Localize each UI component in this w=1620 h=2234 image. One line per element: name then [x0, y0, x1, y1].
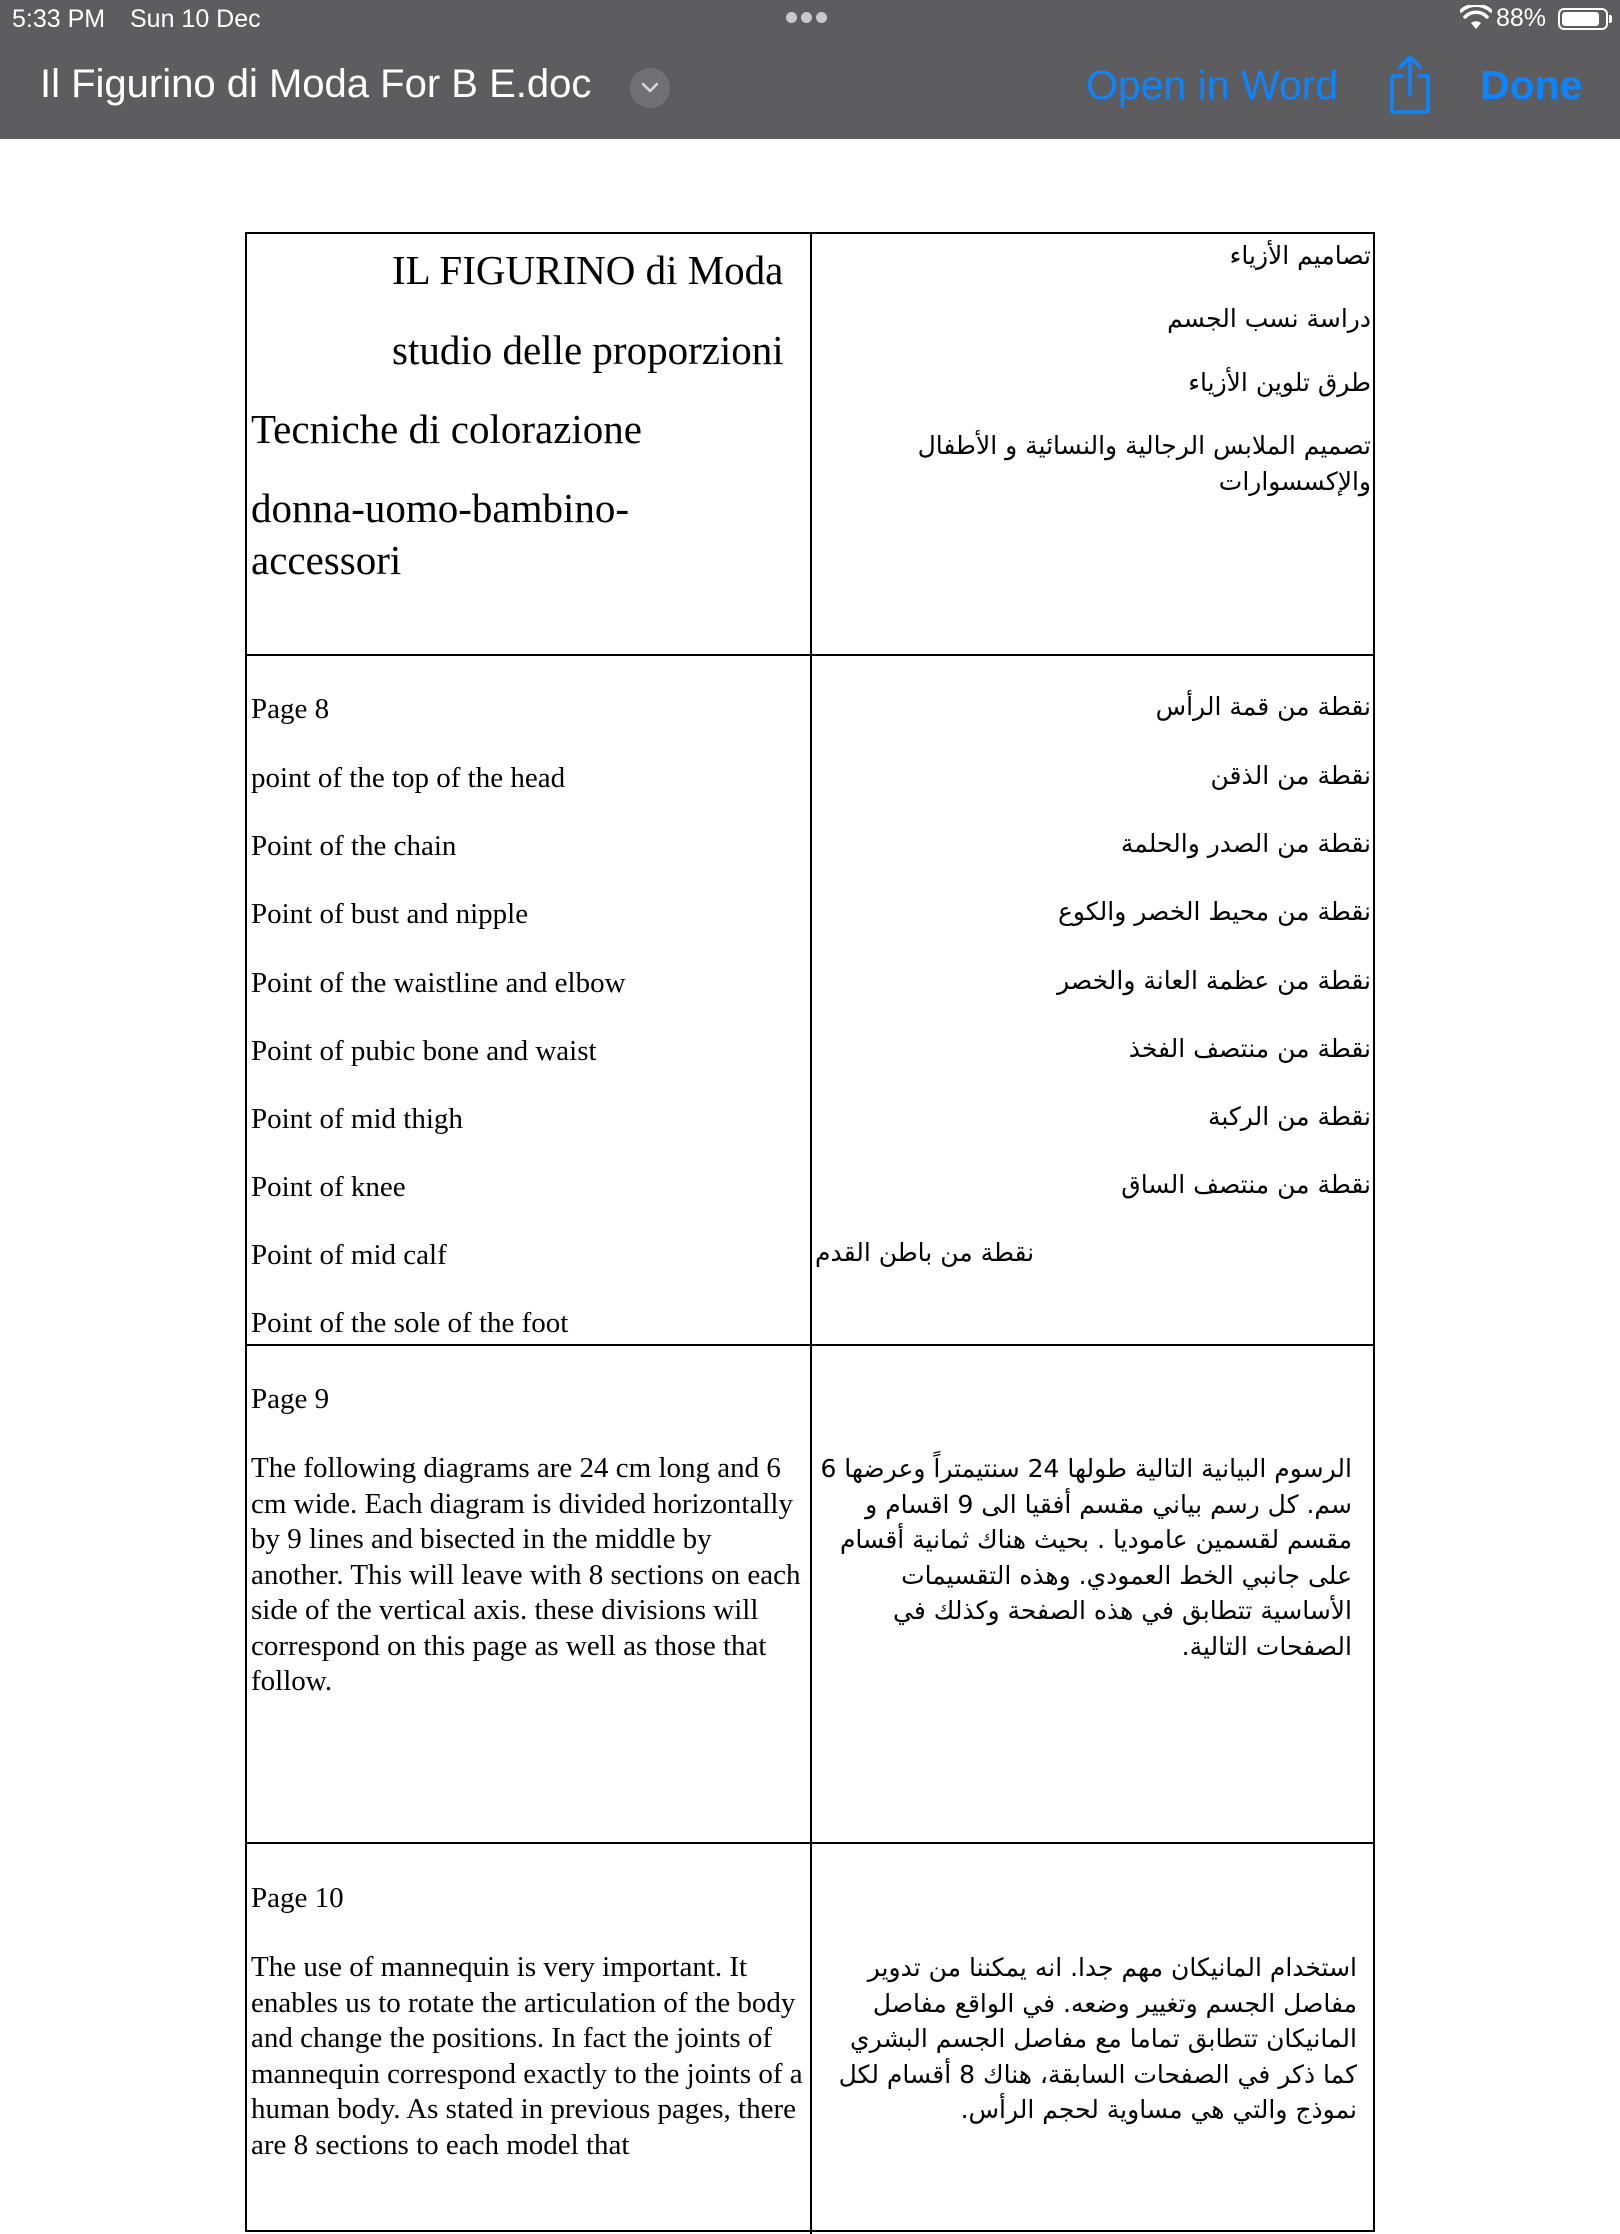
- page-8-item: Point of the chain: [251, 830, 457, 862]
- header-line-5: accessori: [251, 537, 402, 583]
- column-divider: [810, 234, 812, 2234]
- row-divider: [247, 1344, 1373, 1346]
- battery-icon: [1558, 8, 1608, 30]
- wifi-icon: [1460, 5, 1492, 31]
- row-divider: [247, 1842, 1373, 1844]
- page-8-item: Point of knee: [251, 1171, 406, 1203]
- page-8-ar-item: نقطة من منتصف الفخذ: [1128, 1034, 1371, 1063]
- header-ar-1: تصاميم الأزياء: [1229, 241, 1371, 270]
- header-ar-5: والإكسسوارات: [1218, 467, 1371, 496]
- page-9-ar-text: الرسوم البيانية التالية طولها 24 سنتيمتراً وعرضها 6 سم. كل رسم بياني مقسم أفقيا الى 9 اقسام و مقسم لقسمين عاموديا . بحيث هناك ثمانية أقسام على جانبي الخط العمودي. وهذه التقسيمات الأساسية تتطابق في هذه الصفحة وكذلك في الصفحات التالية.: [820, 1454, 1352, 1661]
- status-time: 5:33 PM: [12, 5, 106, 33]
- done-button[interactable]: Done: [1480, 62, 1583, 108]
- page-8-ar-item: نقطة من عظمة العانة والخصر: [1057, 966, 1371, 995]
- page-10-label: Page 10: [251, 1882, 344, 1914]
- page-8-item: Point of mid calf: [251, 1239, 447, 1271]
- page-8-ar-item: نقطة من باطن القدم: [815, 1238, 1035, 1267]
- header-ar-2: دراسة نسب الجسم: [1167, 304, 1371, 333]
- open-in-word-button[interactable]: Open in Word: [1086, 62, 1339, 108]
- page-10-text: The use of mannequin is very important. It enables us to rotate the articulation of the body and change the positions. In fact the joints of mannequin correspond exactly to the joints of a human body. As stated in previous pages, there are 8 sections to each model that: [251, 1951, 803, 2161]
- multitasking-dots-icon[interactable]: [786, 10, 832, 26]
- page-8-ar-item: نقطة من منتصف الساق: [1121, 1170, 1371, 1199]
- battery-percent: 88%: [1496, 4, 1547, 32]
- header-line-4: donna-uomo-bambino-: [251, 485, 630, 531]
- page-8-item: Point of bust and nipple: [251, 898, 529, 930]
- page-8-ar-item: نقطة من قمة الرأس: [1155, 692, 1371, 721]
- page-8-ar-item: نقطة من الذقن: [1210, 761, 1371, 790]
- header-ar-3: طرق تلوين الأزياء: [1188, 368, 1371, 397]
- page-8-ar-item: نقطة من محيط الخصر والكوع: [1058, 897, 1371, 926]
- header-title: IL FIGURINO di Moda: [392, 247, 784, 293]
- header-ar-4: تصميم الملابس الرجالية والنسائية و الأطفال: [917, 431, 1371, 460]
- page-8-ar-item: نقطة من الصدر والحلمة: [1120, 829, 1371, 858]
- page-8-label: Page 8: [251, 693, 330, 725]
- page-8-item: Point of mid thigh: [251, 1103, 463, 1135]
- chevron-down-icon[interactable]: [630, 68, 670, 108]
- page-8-ar-item: نقطة من الركبة: [1207, 1102, 1371, 1131]
- status-date: Sun 10 Dec: [130, 5, 261, 33]
- page-10-ar-text: استخدام المانيكان مهم جدا. انه يمكننا من تدوير مفاصل الجسم وتغيير وضعه. في الواقع مفاصل المانيكان تتطابق تماما مع مفاصل الجسم البشري كما ذكر في الصفحات السابقة، هناك 8 أقسام لكل نموذج والتي هي مساوية لحجم الرأس.: [838, 1953, 1357, 2124]
- header-subtitle: studio delle proporzioni: [392, 327, 784, 373]
- row-divider: [247, 654, 1373, 656]
- page-8-item: Point of the waistline and elbow: [251, 967, 626, 999]
- page-8-item: Point of the sole of the foot: [251, 1307, 569, 1339]
- header-line-3: Tecniche di colorazione: [251, 406, 642, 452]
- page-9-label: Page 9: [251, 1383, 330, 1415]
- document-table: [245, 232, 1375, 2232]
- top-bar: [0, 0, 1620, 139]
- page-9-text: The following diagrams are 24 cm long and 6 cm wide. Each diagram is divided horizontally by 9 lines and bisected in the middle by another. This will leave with 8 sections on each side of the vertical axis. these divisions will correspond on this page as well as those that follow.: [251, 1452, 801, 1697]
- document-title[interactable]: Il Figurino di Moda For B E.doc: [40, 62, 592, 106]
- page-8-item: point of the top of the head: [251, 762, 566, 794]
- share-icon[interactable]: [1386, 54, 1434, 116]
- page-8-item: Point of pubic bone and waist: [251, 1035, 597, 1067]
